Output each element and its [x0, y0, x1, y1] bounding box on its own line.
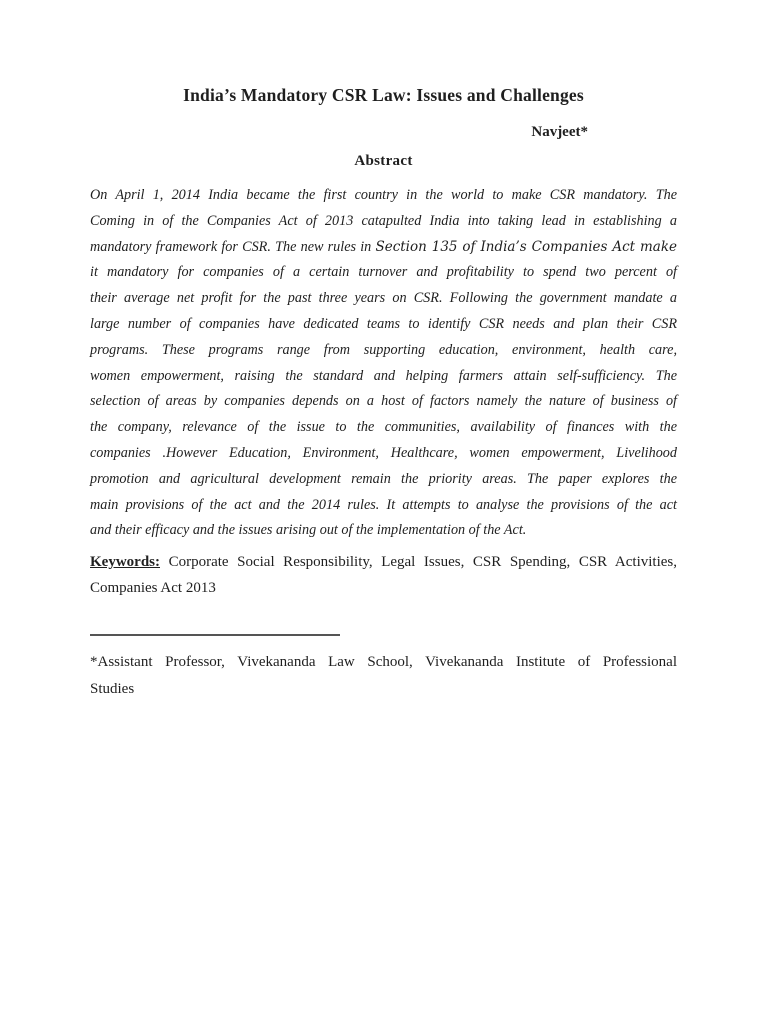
text-line — [90, 389, 677, 415]
text-segment: Studies — [90, 680, 135, 697]
text-line — [90, 493, 677, 519]
text-line — [90, 649, 677, 676]
text-line — [90, 576, 677, 602]
text-segment: it mandatory for companies of a certain turnover and profitability to spend two percent of — [90, 264, 677, 281]
text-segment: companies .However Education, Environment, Healthcare, women empowerment, Livelihood — [90, 444, 677, 461]
text-segment: Companies Act 2013 — [90, 579, 216, 596]
text-segment: Corporate Social Responsibility, Legal Issues, CSR Spending, CSR Activities, — [160, 554, 677, 571]
text-segment: women empowerment, raising the standard and helping farmers attain self-sufficiency. The — [90, 367, 677, 384]
footnote-separator — [90, 634, 340, 636]
text-line — [90, 312, 677, 338]
text-segment: selection of areas by companies depends on a host of factors namely the nature of business of — [90, 393, 677, 410]
abstract-paragraph — [90, 183, 677, 544]
text-segment: main provisions of the act and the 2014 rules. It attempts to analyse the provisions of the act — [90, 496, 677, 513]
text-segment: the company, relevance of the issue to the communities, availability of finances with the — [90, 419, 677, 436]
text-line — [90, 286, 677, 312]
keywords-label: Keywords: — [90, 554, 160, 571]
text-segment: Coming in of the Companies Act of 2013 catapulted India into taking lead in establishing a — [90, 212, 677, 229]
footnote-paragraph — [90, 649, 677, 703]
text-line — [90, 550, 677, 576]
text-line — [90, 467, 677, 493]
text-segment: Section 135 of India’s Companies Act make — [375, 238, 677, 255]
text-segment: and their efficacy and the issues arising out of the implementation of the Act. — [90, 522, 527, 539]
text-segment: promotion and agricultural development remain the priority areas. The paper explores the — [90, 470, 677, 487]
abstract-heading: Abstract — [354, 153, 413, 169]
text-line — [90, 183, 677, 209]
text-line — [90, 676, 677, 703]
paper-title: India’s Mandatory CSR Law: Issues and Challenges — [183, 85, 584, 105]
text-line — [90, 518, 677, 544]
text-line — [90, 441, 677, 467]
text-segment: *Assistant Professor, Vivekananda Law School, Vivekananda Institute of Professional — [90, 653, 677, 670]
text-line — [90, 260, 677, 286]
text-segment: their average net profit for the past three years on CSR. Following the government mandate a — [90, 290, 677, 307]
text-segment: large number of companies have dedicated teams to identify CSR needs and plan their CSR — [90, 315, 677, 332]
text-segment: On April 1, 2014 India became the first country in the world to make CSR mandatory. The — [90, 187, 677, 203]
text-line — [90, 364, 677, 390]
text-line — [90, 209, 677, 235]
text-line — [90, 235, 677, 261]
author-line: Navjeet* — [531, 124, 588, 140]
text-line — [90, 415, 677, 441]
text-segment: programs. These programs range from supporting education, environment, health care, — [90, 341, 677, 358]
text-segment: mandatory framework for CSR. The new rules in — [90, 238, 376, 255]
text-line — [90, 338, 677, 364]
keywords-paragraph — [90, 550, 677, 602]
